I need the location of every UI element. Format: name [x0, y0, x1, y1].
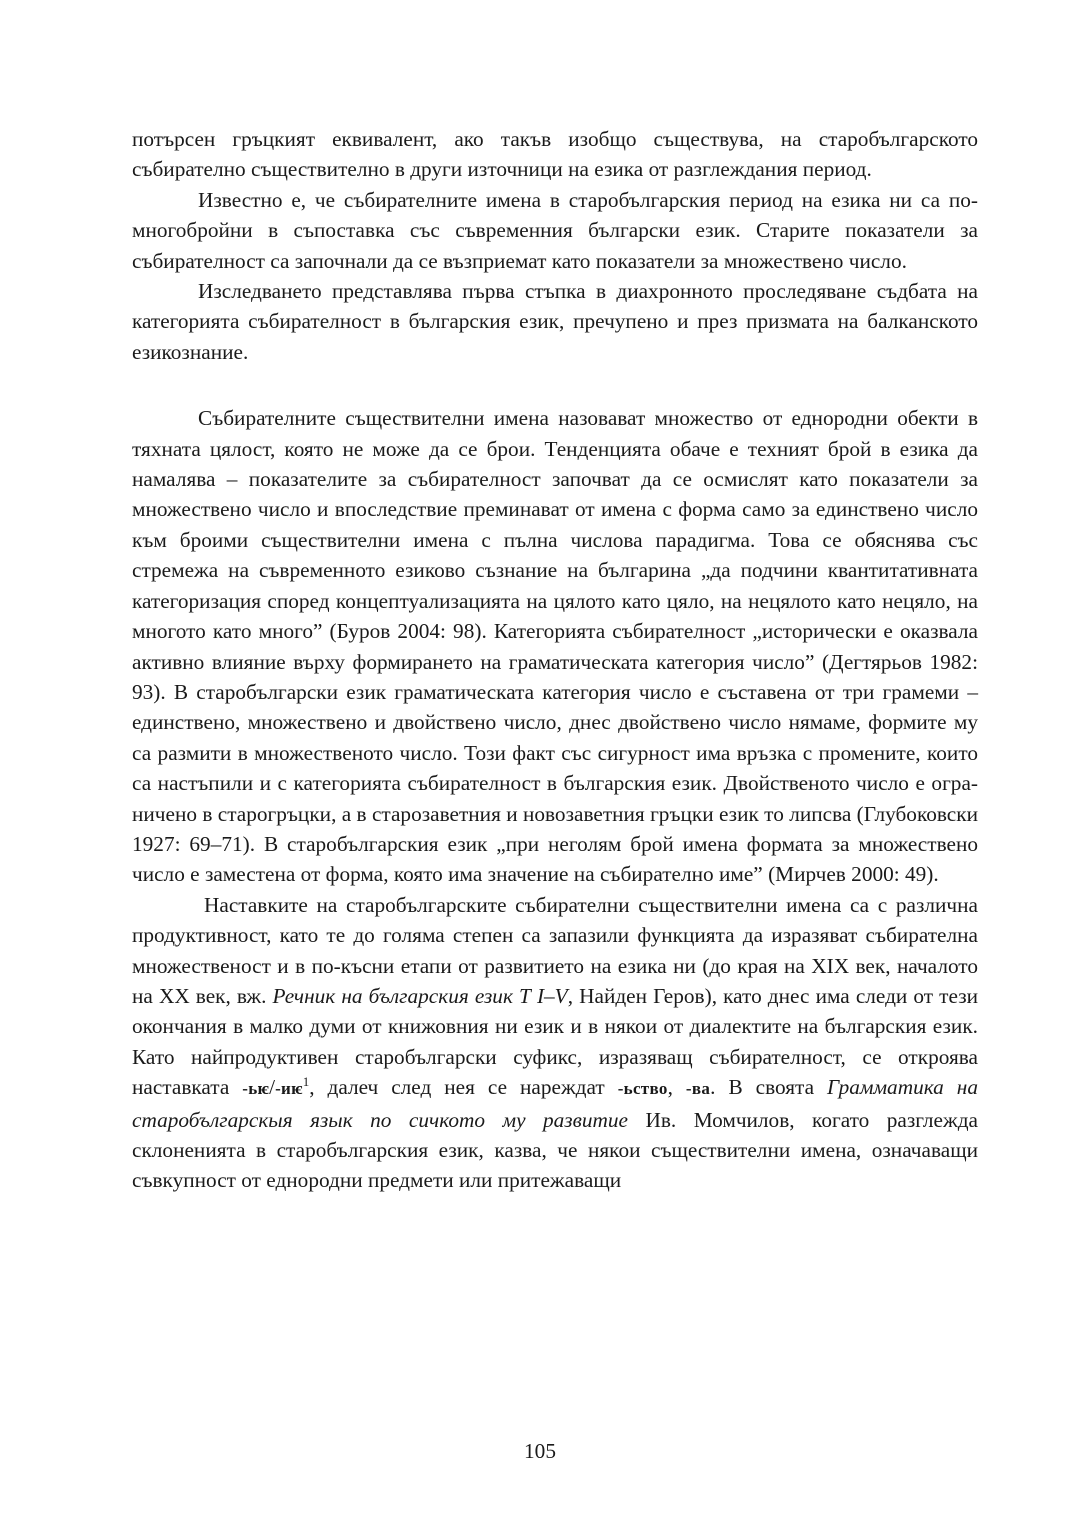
grammar-title: Грамматика на старобългарскыя язык по сичкото му развитие [132, 1075, 978, 1132]
page-body [132, 124, 978, 1196]
suffix-separator: , [667, 1075, 686, 1100]
page-number: 105 [524, 1439, 556, 1463]
paragraph-continuation: потърсен гръцкият еквивалент, ако такъв изобщо съществува, на старобългарското събирателно съществително в други източници на езика от разглеждания период. [132, 127, 978, 182]
suffixes-text-4: . В своята [710, 1075, 828, 1100]
footnote-marker[interactable]: 1 [302, 1074, 310, 1090]
suffixes-text-5: Ив. Момчилов, когато разглежда склоненията в старобългарския език, казва, че някои съществителни имена, означаващи съвкупност от еднородни предмети или притежаващи [132, 1107, 978, 1193]
dictionary-title: Речник на българския език Т I–V [272, 983, 568, 1008]
suffix-separator: / [269, 1075, 276, 1100]
suffixes-text-1: Наставките на старобългарските събирателни съществителни имена са с различна продуктивност, като те до голяма степен са запазили функцията да изразяват събирателна множественост и в по-късни етапи от развитието на езика ни (до края на XIX век, началото на XX век, вж. [132, 892, 978, 1008]
suffixes-text-2: , Найден Геров), като днес има следи от тези окончания в малко думи от книжовния ни език и в някои от диалектите на българския език. Като найпродуктивен старобългарски суфикс, изразяващ събирателност, се откроява наставката [132, 983, 979, 1100]
old-bulgarian-suffix: -ьство [617, 1079, 668, 1099]
old-bulgarian-suffix: -ва [685, 1079, 711, 1099]
section-gap [132, 367, 978, 403]
paragraph-research-aim: Изследването представлява първа стъпка в диахронното проследяване съдбата на категорията събирателност в българския език, пречупено и през призмата на балканското езикознание. [132, 279, 978, 364]
paragraph-collective-names: Известно е, че събирателните имена в старобългарския период на езика ни са по-многобройни в съпоставка със съвременния български език. Старите показатели за събирателност са започнали да се възприемат като показатели за множествено число. [132, 187, 978, 273]
paragraph-collective-nouns-definition: Събирателните съществителни имена назовават множество от еднородни обекти в тяхната цялост, която не може да се брои. Тенденцията обаче е техният брой в езика да намалява – показателите за събирателност започват да се осмислят като показатели за множествено число и впоследствие преминават от имена с форма само за единствено число към броими съществителни имена с пълна числова парадигма. Това се обяснява със стремежа на съвременното езиково съзнание на българина „да подчини квантитативната категоризация според концептуализацията на цялото като цяло, на нецялото като нецяло, на многото като много” (Буров 2004: 98). Категорията събирателност „исторически е оказвала активно влияние върху формирането на граматическата категория число” (Дегтярьов 1982: 93). В старобългарски език граматическата категория число е съставена от три грамеми – единствено, множествено и двойствено число, днес двойствено число нямаме, формите му са размити в множественото число. Този факт със сигурност има връзка с промените, които са настъпили и с категорията събирателност в българския език. Двойственото число е ограничено в старогръцки, а в старозаветния и новозаветния гръцки език то липсва (Глубоковски 1927: 69–71). В старобългарския език „при неголям брой имена формата за множествено число е заместена от форма, която има значение на събирателно име” (Мирчев 2000: 49). [132, 406, 978, 887]
paragraph-suffixes [132, 890, 978, 1196]
old-bulgarian-suffix: -ьѥ [242, 1079, 270, 1099]
suffixes-text-3: , далеч след нея се нареждат [309, 1075, 618, 1100]
old-bulgarian-suffix: -иѥ [275, 1079, 303, 1099]
